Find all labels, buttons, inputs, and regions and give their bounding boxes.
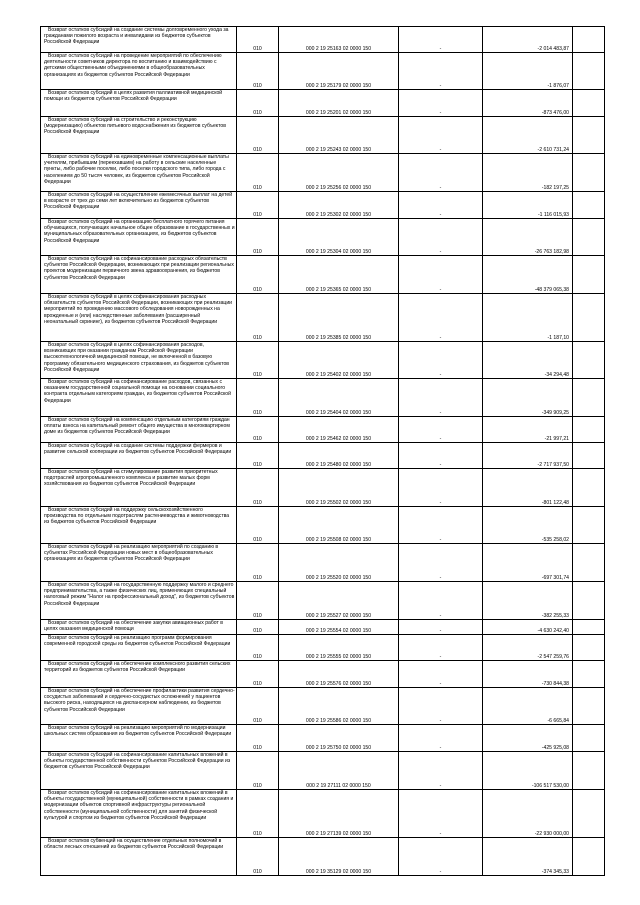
- row-code-cell: 010: [237, 154, 279, 192]
- row-name-cell: Возврат остатков субсидий на софинансирование расходных обязательств субъектов Российской Федерации, возникающих при реализации региональных проектов модернизации первичного звена здравоохранения, из бюджетов субъектов Российской Федерации: [41, 256, 237, 294]
- row-amount-cell: -2 717 937,50: [483, 443, 573, 469]
- row-empty-cell: [573, 635, 605, 661]
- row-dash-cell: -: [399, 342, 483, 379]
- row-empty-cell: [573, 53, 605, 90]
- row-dash-cell: -: [399, 443, 483, 469]
- row-empty-cell: [573, 294, 605, 342]
- row-amount-cell: -182 197,25: [483, 154, 573, 192]
- row-amount-cell: -48 379 065,38: [483, 256, 573, 294]
- row-empty-cell: [573, 154, 605, 192]
- row-amount-cell: -34 294,48: [483, 342, 573, 379]
- table-row: [41, 752, 605, 790]
- row-name-cell: Возврат остатков субсидий на организацию бесплатного горячего питания обучающихся, получающих начальное общее образование в государственных и муниципальных образовательных организациях, из бюджетов субъектов Российской Федерации: [41, 219, 237, 256]
- table-row: [41, 469, 605, 507]
- row-name-cell: Возврат остатков субсидий на создание системы долговременного ухода за гражданами пожилого возраста и инвалидами из бюджетов субъектов Российской Федерации: [41, 27, 237, 53]
- row-name-cell: Возврат остатков субсидий на реализацию мероприятий по созданию в субъектах Российской Федерации новых мест в общеобразовательных организациях из бюджетов субъектов Российской Федерации: [41, 544, 237, 582]
- row-dash-cell: -: [399, 90, 483, 117]
- table-row: [41, 620, 605, 635]
- row-empty-cell: [573, 219, 605, 256]
- row-code-cell: 010: [237, 725, 279, 752]
- row-kbk-cell: 000 2 19 25402 02 0000 150: [279, 342, 399, 379]
- row-name-cell: Возврат остатков субсидий на поддержку сельскохозяйственного производства по отдельным подотраслям растениеводства и животноводства из бюджетов субъектов Российской Федерации: [41, 507, 237, 544]
- row-empty-cell: [573, 192, 605, 219]
- row-name-cell: Возврат остатков субсидий на осуществление ежемесячных выплат на детей в возрасте от трех до семи лет включительно из бюджетов субъектов Российской Федерации: [41, 192, 237, 219]
- row-dash-cell: -: [399, 379, 483, 417]
- row-empty-cell: [573, 582, 605, 620]
- row-name-cell: Возврат остатков субсидий на компенсацию отдельным категориям граждан оплаты взноса на капитальный ремонт общего имущества в многоквартирном доме из бюджетов субъектов Российской Федерации: [41, 417, 237, 443]
- row-code-cell: 010: [237, 582, 279, 620]
- table-row: [41, 443, 605, 469]
- row-kbk-cell: 000 2 19 25385 02 0000 150: [279, 294, 399, 342]
- row-kbk-cell: 000 2 19 25163 02 0000 150: [279, 27, 399, 53]
- row-code-cell: 010: [237, 219, 279, 256]
- row-dash-cell: -: [399, 507, 483, 544]
- row-name-cell: Возврат остатков субсидий на государственную поддержку малого и среднего предпринимательства, а также физических лиц, применяющих специальный налоговый режим "Налог на профессиональный доход", из бюджетов субъектов Российской Федерации: [41, 582, 237, 620]
- row-amount-cell: -374 345,33: [483, 838, 573, 876]
- row-amount-cell: -4 630 242,40: [483, 620, 573, 635]
- row-code-cell: 010: [237, 443, 279, 469]
- table-row: [41, 661, 605, 688]
- table-row: [41, 725, 605, 752]
- table-row: [41, 507, 605, 544]
- row-name-cell: Возврат остатков субсидий на реализацию программ формирования современной городской среды из бюджетов субъектов Российской Федерации: [41, 635, 237, 661]
- table-row: [41, 294, 605, 342]
- row-empty-cell: [573, 790, 605, 838]
- row-name-cell: Возврат остатков субсидий на софинансирование капитальных вложений в объекты государственной собственности субъектов Российской Федерации из бюджетов субъектов Российской Федерации: [41, 752, 237, 790]
- row-amount-cell: -106 517 530,00: [483, 752, 573, 790]
- row-amount-cell: -730 844,38: [483, 661, 573, 688]
- row-code-cell: 010: [237, 838, 279, 876]
- row-dash-cell: -: [399, 294, 483, 342]
- row-kbk-cell: 000 2 19 25555 02 0000 150: [279, 635, 399, 661]
- row-amount-cell: -349 909,25: [483, 379, 573, 417]
- row-empty-cell: [573, 256, 605, 294]
- row-code-cell: 010: [237, 27, 279, 53]
- row-code-cell: 010: [237, 294, 279, 342]
- row-kbk-cell: 000 2 19 25576 02 0000 150: [279, 661, 399, 688]
- row-code-cell: 010: [237, 53, 279, 90]
- row-code-cell: 010: [237, 661, 279, 688]
- table-row: [41, 790, 605, 838]
- row-empty-cell: [573, 752, 605, 790]
- row-code-cell: 010: [237, 790, 279, 838]
- row-amount-cell: -22 930 000,00: [483, 790, 573, 838]
- table-row: [41, 90, 605, 117]
- row-kbk-cell: 000 2 19 25462 02 0000 150: [279, 417, 399, 443]
- row-kbk-cell: 000 2 19 25243 02 0000 150: [279, 117, 399, 154]
- row-code-cell: 010: [237, 90, 279, 117]
- row-dash-cell: -: [399, 256, 483, 294]
- row-dash-cell: -: [399, 154, 483, 192]
- table-row: [41, 154, 605, 192]
- table-row: [41, 256, 605, 294]
- row-empty-cell: [573, 417, 605, 443]
- row-amount-cell: -425 925,08: [483, 725, 573, 752]
- table-row: [41, 117, 605, 154]
- row-name-cell: Возврат остатков субсидий на создание системы поддержки фермеров и развитие сельской кооперации из бюджетов субъектов Российской Федерации: [41, 443, 237, 469]
- row-kbk-cell: 000 2 19 25365 02 0000 150: [279, 256, 399, 294]
- row-name-cell: Возврат остатков субсидий в целях развития паллиативной медицинской помощи из бюджетов субъектов Российской Федерации: [41, 90, 237, 117]
- table-row: [41, 192, 605, 219]
- row-dash-cell: -: [399, 752, 483, 790]
- row-amount-cell: -1 187,10: [483, 294, 573, 342]
- row-dash-cell: -: [399, 53, 483, 90]
- row-code-cell: 010: [237, 417, 279, 443]
- row-empty-cell: [573, 443, 605, 469]
- row-empty-cell: [573, 544, 605, 582]
- row-amount-cell: -1 116 015,93: [483, 192, 573, 219]
- row-dash-cell: -: [399, 620, 483, 635]
- row-code-cell: 010: [237, 117, 279, 154]
- row-code-cell: 010: [237, 544, 279, 582]
- row-amount-cell: -535 258,02: [483, 507, 573, 544]
- row-empty-cell: [573, 379, 605, 417]
- row-kbk-cell: 000 2 19 35129 02 0000 150: [279, 838, 399, 876]
- row-dash-cell: -: [399, 725, 483, 752]
- row-dash-cell: -: [399, 544, 483, 582]
- row-code-cell: 010: [237, 469, 279, 507]
- table-row: [41, 379, 605, 417]
- row-dash-cell: -: [399, 469, 483, 507]
- row-name-cell: Возврат остатков субсидий в целях софинансирования расходов, возникающих при оказании гражданам Российской Федерации высокотехнологичной медицинской помощи, не включенной в базовую программу обязательного медицинского страхования, из бюджетов субъектов Российской Федерации: [41, 342, 237, 379]
- row-amount-cell: -382 255,33: [483, 582, 573, 620]
- row-amount-cell: -21 997,21: [483, 417, 573, 443]
- row-kbk-cell: 000 2 19 27139 02 0000 150: [279, 790, 399, 838]
- row-dash-cell: -: [399, 661, 483, 688]
- row-kbk-cell: 000 2 19 25586 02 0000 150: [279, 688, 399, 725]
- table-row: [41, 635, 605, 661]
- row-kbk-cell: 000 2 19 25554 02 0000 150: [279, 620, 399, 635]
- row-code-cell: 010: [237, 688, 279, 725]
- row-empty-cell: [573, 342, 605, 379]
- row-empty-cell: [573, 661, 605, 688]
- row-kbk-cell: 000 2 19 25508 02 0000 150: [279, 507, 399, 544]
- row-kbk-cell: 000 2 19 25304 02 0000 150: [279, 219, 399, 256]
- row-name-cell: Возврат остатков субсидий на софинансирование капитальных вложений в объекты государственной (муниципальной) собственности в рамках создания и модернизации объектов спортивной инфраструктуры региональной собственности (муниципальной собственности) для занятий физической культурой и спортом из бюджетов субъектов Российской Федерации: [41, 790, 237, 838]
- row-kbk-cell: 000 2 19 25201 02 0000 150: [279, 90, 399, 117]
- row-name-cell: Возврат остатков субсидий в целях софинансирования расходных обязательств субъектов Российской Федерации, возникающих при реализации мероприятий по проведению массового обследования новорожденных на врожденные и (или) наследственные заболевания (расширенный неонатальный скрининг), из бюджетов субъектов Российской Федерации: [41, 294, 237, 342]
- row-kbk-cell: 000 2 19 25520 02 0000 150: [279, 544, 399, 582]
- row-name-cell: Возврат остатков субсидий на реализацию мероприятий по модернизации школьных систем образования из бюджетов субъектов Российской Федерации: [41, 725, 237, 752]
- table-row: [41, 417, 605, 443]
- row-code-cell: 010: [237, 635, 279, 661]
- row-dash-cell: -: [399, 838, 483, 876]
- row-kbk-cell: 000 2 19 25502 02 0000 150: [279, 469, 399, 507]
- table-row: [41, 219, 605, 256]
- row-kbk-cell: 000 2 19 25256 02 0000 150: [279, 154, 399, 192]
- table-row: [41, 838, 605, 876]
- row-dash-cell: -: [399, 192, 483, 219]
- row-code-cell: 010: [237, 192, 279, 219]
- row-amount-cell: -26 763 182,98: [483, 219, 573, 256]
- row-amount-cell: -697 301,74: [483, 544, 573, 582]
- row-kbk-cell: 000 2 19 27111 02 0000 150: [279, 752, 399, 790]
- table-row: [41, 688, 605, 725]
- row-empty-cell: [573, 620, 605, 635]
- row-empty-cell: [573, 27, 605, 53]
- row-code-cell: 010: [237, 620, 279, 635]
- row-name-cell: Возврат остатков субсидий на обеспечение профилактики развития сердечно-сосудистых заболеваний и сердечно-сосудистых осложнений у пациентов высокого риска, находящихся на диспансерном наблюдении, из бюджетов субъектов Российской Федерации: [41, 688, 237, 725]
- row-amount-cell: -6 665,84: [483, 688, 573, 725]
- row-name-cell: Возврат остатков субсидий на проведение мероприятий по обеспечению деятельности советников директора по воспитанию и взаимодействию с детскими общественными объединениями в общеобразовательных организациях из бюджетов субъектов Российской Федерации: [41, 53, 237, 90]
- row-dash-cell: -: [399, 582, 483, 620]
- row-dash-cell: -: [399, 219, 483, 256]
- row-dash-cell: -: [399, 790, 483, 838]
- row-dash-cell: -: [399, 635, 483, 661]
- row-dash-cell: -: [399, 117, 483, 154]
- report-table: [40, 26, 605, 876]
- row-code-cell: 010: [237, 752, 279, 790]
- row-empty-cell: [573, 117, 605, 154]
- row-kbk-cell: 000 2 19 25179 02 0000 150: [279, 53, 399, 90]
- row-name-cell: Возврат остатков субсидий на стимулирование развития приоритетных подотраслей агропромышленного комплекса и развитие малых форм хозяйствования из бюджетов субъектов Российской Федерации: [41, 469, 237, 507]
- row-kbk-cell: 000 2 19 25480 02 0000 150: [279, 443, 399, 469]
- row-amount-cell: -801 122,48: [483, 469, 573, 507]
- row-empty-cell: [573, 469, 605, 507]
- row-name-cell: Возврат остатков субсидий на строительство и реконструкцию (модернизацию) объектов питьевого водоснабжения из бюджетов субъектов Российской Федерации: [41, 117, 237, 154]
- table-row: [41, 582, 605, 620]
- row-name-cell: Возврат остатков субсидий на обеспечение комплексного развития сельских территорий из бюджетов субъектов Российской Федерации: [41, 661, 237, 688]
- row-amount-cell: -2 014 483,87: [483, 27, 573, 53]
- row-kbk-cell: 000 2 19 25527 02 0000 150: [279, 582, 399, 620]
- row-code-cell: 010: [237, 507, 279, 544]
- row-empty-cell: [573, 838, 605, 876]
- row-amount-cell: -2 610 731,24: [483, 117, 573, 154]
- row-name-cell: Возврат остатков субсидий на единовременные компенсационные выплаты учителям, прибывшим (переехавшим) на работу в сельские населенные пункты, либо рабочие поселки, либо поселки городского типа, либо города с населением до 50 тысяч человек, из бюджетов субъектов Российской Федерации: [41, 154, 237, 192]
- row-amount-cell: -873 476,00: [483, 90, 573, 117]
- row-kbk-cell: 000 2 19 25750 02 0000 150: [279, 725, 399, 752]
- row-code-cell: 010: [237, 342, 279, 379]
- row-empty-cell: [573, 507, 605, 544]
- row-amount-cell: -2 547 259,76: [483, 635, 573, 661]
- table-row: [41, 27, 605, 53]
- table-row: [41, 53, 605, 90]
- table-row: [41, 544, 605, 582]
- row-amount-cell: -1 876,07: [483, 53, 573, 90]
- row-name-cell: Возврат остатков субсидий на софинансирование расходов, связанных с оказанием государственной социальной помощи на основании социального контракта отдельным категориям граждан, из бюджетов субъектов Российской Федерации: [41, 379, 237, 417]
- row-kbk-cell: 000 2 19 25404 02 0000 150: [279, 379, 399, 417]
- row-code-cell: 010: [237, 256, 279, 294]
- row-empty-cell: [573, 688, 605, 725]
- row-dash-cell: -: [399, 27, 483, 53]
- row-dash-cell: -: [399, 417, 483, 443]
- row-code-cell: 010: [237, 379, 279, 417]
- row-name-cell: Возврат остатков субвенций на осуществление отдельных полномочий в области лесных отношений из бюджетов субъектов Российской Федерации: [41, 838, 237, 876]
- row-kbk-cell: 000 2 19 25302 02 0000 150: [279, 192, 399, 219]
- row-empty-cell: [573, 725, 605, 752]
- row-empty-cell: [573, 90, 605, 117]
- table-row: [41, 342, 605, 379]
- row-dash-cell: -: [399, 688, 483, 725]
- row-name-cell: Возврат остатков субсидий на обеспечение закупки авиационных работ в целях оказания медицинской помощи: [41, 620, 237, 635]
